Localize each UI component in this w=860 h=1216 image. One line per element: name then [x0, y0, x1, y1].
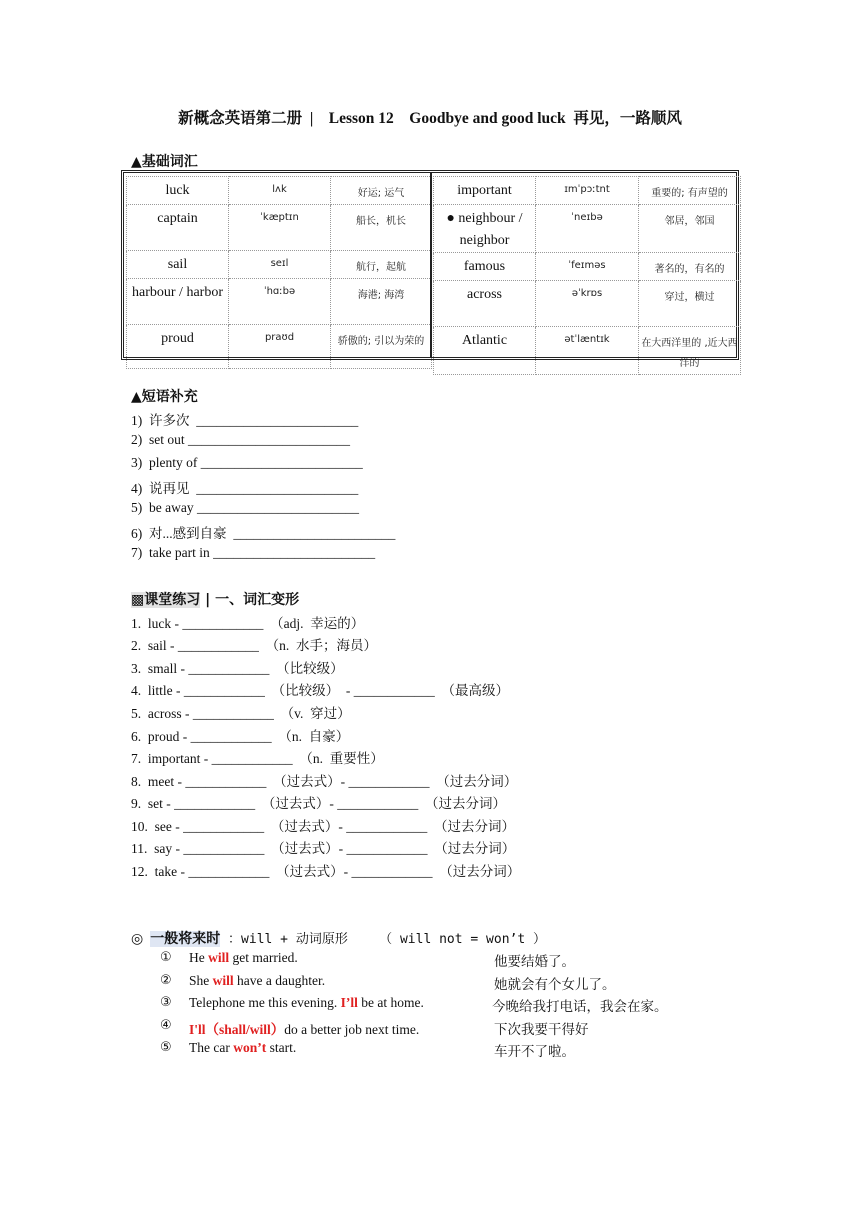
vocab-word: ● neighbour / neighbor [434, 205, 536, 253]
highlight-word: I’ll [340, 995, 358, 1010]
vocab-word: proud [127, 325, 229, 369]
phrase-item: 4) 说再见 ________________________ [131, 481, 359, 496]
vocab-heading: ▲基础词汇 [131, 154, 198, 170]
vocab-meaning: 好运; 运气 [331, 177, 432, 205]
vocab-meaning: 骄傲的; 引以为荣的 [331, 325, 432, 369]
highlight-word: I'll（shall/will） [189, 1022, 285, 1037]
grammar-formula: ：will + 动词原形 （ will not = won’t ） [220, 932, 547, 947]
example-translation: 车开不了啦。 [494, 1044, 575, 1060]
phrase-item: 7) take part in ________________________ [131, 545, 376, 560]
grammar-heading [131, 928, 546, 948]
vocab-word: famous [434, 253, 536, 281]
vocab-table-right [433, 176, 741, 375]
exercise-item: 4. little - ____________ （比较级） - ____________ （最高级） [131, 683, 509, 698]
phrase-item: 6) 对...感到自豪 ________________________ [131, 526, 396, 541]
example-sentence: The car won’t start. [189, 1040, 297, 1055]
vocab-phonetic: ˈkæptɪn [229, 205, 331, 251]
example-translation: 今晚给我打电话，我会在家。 [492, 999, 668, 1015]
phrase-item: 2) set out ________________________ [131, 432, 350, 447]
exercise-item: 10. see - ____________ （过去式）- ____________ （过去分词） [131, 819, 515, 834]
vocab-phonetic: əˈkrɒs [536, 281, 639, 327]
exercise-item: 5. across - ____________ （v. 穿过） [131, 706, 351, 721]
vocab-phonetic: lʌk [229, 177, 331, 205]
vocab-word: captain [127, 205, 229, 251]
exercise-item: 2. sail - ____________ （n. 水手；海员） [131, 638, 377, 653]
vocab-word: luck [127, 177, 229, 205]
vocab-meaning: 著名的，有名的 [639, 253, 741, 281]
vocab-meaning: 穿过，横过 [639, 281, 741, 327]
exercise-item: 11. say - ____________ （过去式）- ____________ （过去分词） [131, 841, 516, 856]
exercise-item: 3. small - ____________ （比较级） [131, 661, 344, 676]
vocab-phonetic: ˈfeɪməs [536, 253, 639, 281]
example-sentence: He will get married. [189, 950, 298, 965]
practice-label: ▩课堂练习 [131, 592, 201, 608]
phrase-item: 1) 许多次 ________________________ [131, 413, 359, 428]
example-number: ① [160, 950, 172, 965]
grammar-label: 一般将来时 [150, 931, 221, 947]
example-sentence: I'll（shall/will）do a better job next time. [189, 1022, 420, 1037]
vocab-meaning: 船长，机长 [331, 205, 432, 251]
example-translation: 她就会有个女儿了。 [494, 977, 616, 993]
vocab-divider [430, 173, 432, 357]
vocab-phonetic: ətˈlæntɪk [536, 327, 639, 375]
exercise-item: 9. set - ____________ （过去式）- ____________ （过去分词） [131, 796, 506, 811]
vocab-word: Atlantic [434, 327, 536, 375]
section-symbol: ◎ [131, 931, 144, 947]
example-translation: 下次我要干得好 [494, 1022, 589, 1038]
exercise-item: 6. proud - ____________ （n. 自豪） [131, 729, 350, 744]
practice-heading [131, 589, 299, 609]
exercise-item: 8. meet - ____________ （过去式）- ____________ （过去分词） [131, 774, 518, 789]
example-number: ④ [160, 1018, 172, 1033]
vocab-table-left [126, 176, 432, 369]
vocab-phonetic: ɪmˈpɔːtnt [536, 177, 639, 205]
vocab-word: sail [127, 251, 229, 279]
vocab-word: harbour / harbor [127, 279, 229, 325]
vocab-phonetic: seɪl [229, 251, 331, 279]
example-number: ② [160, 973, 172, 988]
phrases-heading: ▲短语补充 [131, 389, 198, 405]
vocab-word: across [434, 281, 536, 327]
example-number: ③ [160, 995, 172, 1010]
example-sentence: Telephone me this evening. I’ll be at home. [189, 995, 424, 1010]
example-translation: 他要结婚了。 [494, 954, 575, 970]
practice-title: | 一、词汇变形 [200, 592, 300, 608]
vocab-meaning: 海港; 海湾 [331, 279, 432, 325]
vocab-meaning: 邻居，邻国 [639, 205, 741, 253]
page-title: 新概念英语第二册 | Lesson 12 Goodbye and good luck 再见，一路顺风 [178, 110, 682, 127]
vocab-phonetic: praʊd [229, 325, 331, 369]
example-sentence: She will have a daughter. [189, 973, 326, 988]
vocab-meaning: 重要的; 有声望的 [639, 177, 741, 205]
exercise-item: 12. take - ____________ （过去式）- ____________ （过去分词） [131, 864, 521, 879]
highlight-word: will [208, 950, 230, 965]
phrase-item: 3) plenty of ________________________ [131, 455, 363, 470]
exercise-item: 1. luck - ____________ （adj. 幸运的） [131, 616, 365, 631]
vocab-meaning: 在大西洋里的 ,近大西洋的 [639, 327, 741, 375]
vocab-phonetic: ˈneɪbə [536, 205, 639, 253]
vocab-meaning: 航行，起航 [331, 251, 432, 279]
vocab-word: important [434, 177, 536, 205]
vocab-table [121, 170, 739, 369]
exercise-item: 7. important - ____________ （n. 重要性） [131, 751, 384, 766]
phrase-item: 5) be away ________________________ [131, 500, 359, 515]
highlight-word: will [212, 973, 234, 988]
highlight-word: won’t [233, 1040, 267, 1055]
vocab-phonetic: ˈhɑːbə [229, 279, 331, 325]
example-number: ⑤ [160, 1040, 172, 1055]
